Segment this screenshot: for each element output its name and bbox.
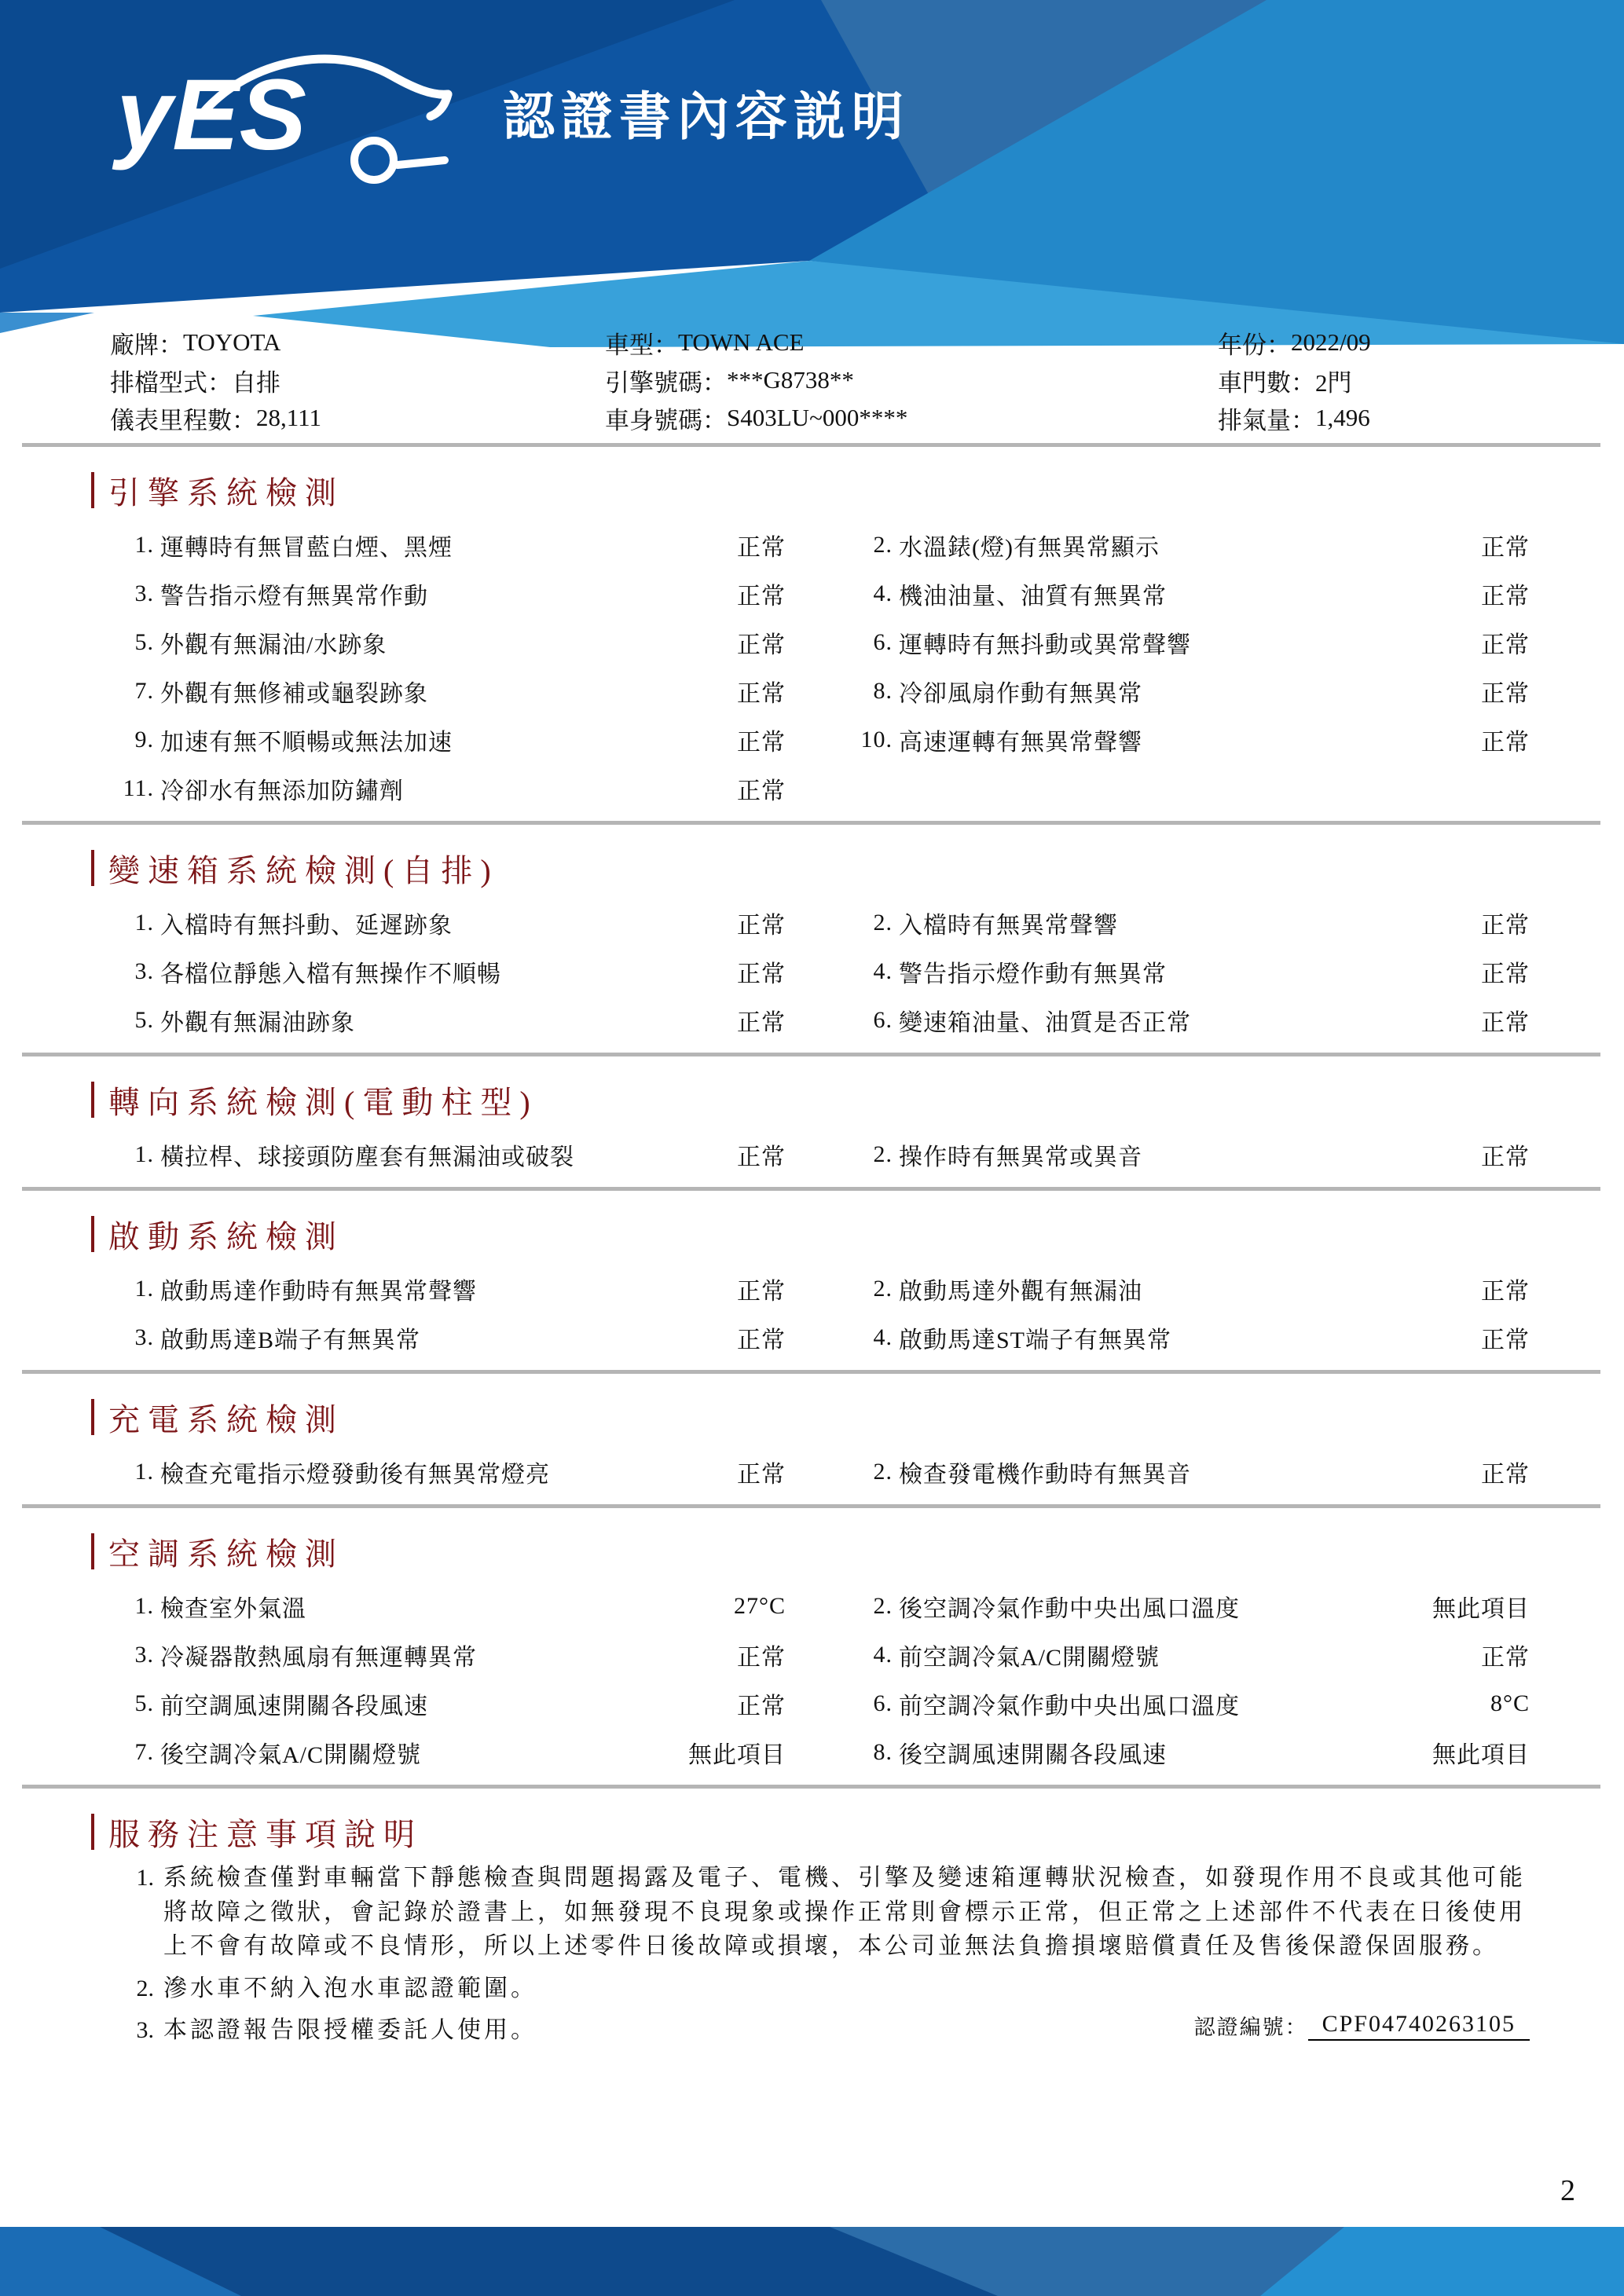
item-value: 正常: [1481, 681, 1530, 707]
inspection-item: [110, 1582, 786, 1631]
item-value: 正常: [737, 1144, 786, 1170]
divider: [22, 1053, 1600, 1056]
inspection-item: [110, 1728, 786, 1777]
section-title-text: 服務注意事項說明: [108, 1816, 423, 1852]
section-title-text: 變速箱系統檢測(自排): [108, 852, 499, 888]
footer-background-graphic: [0, 2227, 1624, 2296]
item-number: 2.: [873, 1141, 893, 1167]
vehicle-info-col-1: [110, 324, 605, 437]
item-value: 正常: [737, 584, 786, 610]
item-label: 加速有無不順暢或無法加速: [160, 730, 453, 756]
inspection-item: [849, 716, 1530, 764]
inspection-item: [849, 667, 1530, 716]
page-title: 認證書內容説明: [502, 87, 910, 145]
service-note: [110, 1972, 1530, 2006]
section-air-conditioning: [110, 1530, 1530, 1789]
item-number: 3.: [134, 1324, 154, 1350]
item-number: 1.: [134, 1141, 154, 1167]
field-label: 年份：: [1218, 331, 1291, 359]
item-value: 27°C: [733, 1593, 786, 1619]
inspection-items: [110, 1265, 1530, 1362]
item-value: 正常: [737, 961, 786, 987]
item-value: 正常: [1481, 584, 1530, 610]
field-label: 車身號碼：: [605, 406, 727, 434]
item-number: 3.: [134, 958, 154, 984]
item-value: 正常: [1481, 1010, 1530, 1036]
field-value: TOYOTA: [183, 328, 281, 356]
field-value: ***G8738**: [727, 366, 854, 394]
inspection-item: [849, 521, 1530, 569]
item-number: 2.: [873, 1593, 893, 1619]
item-number: 5.: [134, 1007, 154, 1033]
section-starting: [110, 1213, 1530, 1374]
item-number: 1.: [134, 532, 154, 558]
item-value: 正常: [737, 913, 786, 939]
item-label: 運轉時有無冒藍白煙、黑煙: [160, 535, 453, 561]
item-number: 10.: [860, 727, 893, 753]
item-label: 各檔位靜態入檔有無操作不順暢: [160, 961, 501, 987]
item-number: 7.: [134, 1739, 154, 1765]
item-label: 外觀有無漏油/水跡象: [160, 632, 387, 658]
item-label: 後空調冷氣A/C開關燈號: [160, 1742, 422, 1768]
inspection-item: [849, 569, 1530, 618]
item-label: 冷卻風扇作動有無異常: [899, 681, 1142, 707]
section-title-text: 啟動系統檢測: [108, 1218, 344, 1254]
item-number: 4.: [873, 958, 893, 984]
item-number: 6.: [873, 629, 893, 655]
divider: [22, 1504, 1600, 1508]
item-label: 警告指示燈有無異常作動: [160, 584, 428, 610]
item-number: 1.: [134, 1459, 154, 1485]
item-label: 啟動馬達B端子有無異常: [160, 1327, 421, 1353]
section-title-text: 空調系統檢測: [108, 1536, 344, 1572]
item-value: 正常: [1481, 535, 1530, 561]
item-number: 3.: [134, 1642, 154, 1668]
item-value: 正常: [1481, 632, 1530, 658]
inspection-item: [110, 996, 786, 1045]
inspection-item: [110, 716, 786, 764]
inspection-item: [110, 618, 786, 667]
divider: [22, 1370, 1600, 1374]
item-label: 前空調冷氣作動中央出風口溫度: [899, 1694, 1240, 1719]
item-label: 前空調冷氣A/C開關燈號: [899, 1645, 1160, 1671]
page-number: 2: [1560, 2174, 1575, 2207]
item-label: 變速箱油量、油質是否正常: [899, 1010, 1191, 1036]
item-number: 2.: [873, 532, 893, 558]
item-number: 5.: [134, 629, 154, 655]
field-label: 引擎號碼：: [605, 368, 727, 397]
inspection-item: [849, 1582, 1530, 1631]
field-value: 1,496: [1315, 404, 1370, 431]
section-title-bar: [91, 1082, 94, 1118]
section-steering: [110, 1078, 1530, 1191]
item-label: 啟動馬達作動時有無異常聲響: [160, 1279, 477, 1305]
inspection-item: [849, 618, 1530, 667]
item-number: 6.: [873, 1007, 893, 1033]
item-number: 5.: [134, 1690, 154, 1716]
item-label: 高速運轉有無異常聲響: [899, 730, 1142, 756]
item-value: 正常: [1481, 1462, 1530, 1488]
item-label: 機油油量、油質有無異常: [899, 584, 1167, 610]
vehicle-info-row: [605, 361, 1218, 399]
section-title-bar: [91, 1216, 94, 1252]
vehicle-info-row: [605, 324, 1218, 361]
inspection-items: [110, 1448, 1530, 1496]
item-number: 7.: [134, 678, 154, 704]
item-label: 警告指示燈作動有無異常: [899, 961, 1167, 987]
section-charging: [110, 1396, 1530, 1508]
item-value: 正常: [1481, 1645, 1530, 1671]
vehicle-info-row: [1218, 324, 1530, 361]
section-title: [91, 1213, 1530, 1255]
item-value: 正常: [737, 681, 786, 707]
item-number: 2.: [873, 910, 893, 936]
header-content: [116, 57, 910, 174]
item-value: 正常: [1481, 730, 1530, 756]
item-value: 正常: [737, 730, 786, 756]
note-number: 1.: [136, 1865, 154, 1891]
section-title-text: 充電系統檢測: [108, 1401, 344, 1437]
inspection-item: [110, 1679, 786, 1728]
section-title: [91, 1530, 1530, 1573]
inspection-items: [110, 899, 1530, 1045]
section-title: [91, 469, 1530, 511]
inspection-items: [110, 1130, 1530, 1179]
inspection-item: [110, 947, 786, 996]
item-number: 8.: [873, 1739, 893, 1765]
inspection-item: [110, 569, 786, 618]
field-value: 2022/09: [1291, 328, 1371, 356]
item-value: 正常: [737, 778, 786, 804]
item-label: 入檔時有無異常聲響: [899, 913, 1118, 939]
item-value: 正常: [1481, 913, 1530, 939]
car-outline-icon: [195, 41, 454, 198]
field-label: 儀表里程數：: [110, 406, 256, 434]
inspection-item: [849, 1313, 1530, 1362]
yes-logo: [116, 57, 306, 174]
section-title-bar: [91, 1533, 94, 1569]
item-number: 4.: [873, 1642, 893, 1668]
inspection-item: [849, 1265, 1530, 1313]
item-number: 1.: [134, 1593, 154, 1619]
inspection-item: [110, 1631, 786, 1679]
section-title-text: 引擎系統檢測: [108, 474, 344, 511]
field-value: S403LU~000****: [727, 404, 908, 431]
section-title-bar: [91, 1399, 94, 1435]
item-value: 正常: [1481, 1327, 1530, 1353]
item-value: 無此項目: [1432, 1742, 1530, 1768]
divider: [22, 1187, 1600, 1191]
vehicle-info-col-2: [605, 324, 1218, 437]
item-label: 水溫錶(燈)有無異常顯示: [899, 535, 1160, 561]
section-service-notes: [110, 1811, 1530, 2041]
section-title: [91, 1811, 1530, 1853]
item-label: 入檔時有無抖動、延遲跡象: [160, 913, 453, 939]
inspection-item: [849, 1631, 1530, 1679]
inspection-item: [849, 1130, 1530, 1179]
item-value: 8°C: [1490, 1690, 1530, 1716]
inspection-item: [849, 1679, 1530, 1728]
section-title: [91, 1396, 1530, 1438]
document-body: [0, 324, 1624, 2041]
inspection-item: [849, 899, 1530, 947]
field-value: TOWN ACE: [678, 328, 805, 356]
item-label: 檢查發電機作動時有無異音: [899, 1462, 1191, 1488]
vehicle-info-row: [1218, 361, 1530, 399]
divider: [22, 821, 1600, 825]
item-label: 檢查室外氣溫: [160, 1596, 306, 1622]
field-label: 車門數：: [1218, 368, 1315, 397]
item-label: 冷凝器散熱風扇有無運轉異常: [160, 1645, 477, 1671]
item-label: 啟動馬達外觀有無漏油: [899, 1279, 1142, 1305]
item-value: 正常: [737, 1462, 786, 1488]
item-value: 正常: [737, 632, 786, 658]
inspection-item: [110, 521, 786, 569]
page-header: [0, 0, 1624, 369]
item-value: 正常: [737, 1327, 786, 1353]
field-value: 自排: [232, 368, 280, 397]
vehicle-info-col-3: [1218, 324, 1530, 437]
field-label: 排檔型式：: [110, 368, 232, 397]
field-label: 廠牌：: [110, 331, 183, 359]
inspection-item: [110, 667, 786, 716]
item-label: 啟動馬達ST端子有無異常: [899, 1327, 1172, 1353]
note-number: 2.: [136, 1975, 154, 2001]
note-text: 本認證報告限授權委託人使用。: [163, 2017, 537, 2043]
note-text: 滲水車不納入泡水車認證範圍。: [163, 1975, 537, 2001]
section-title-text: 轉向系統檢測(電動柱型): [108, 1084, 538, 1120]
item-label: 運轉時有無抖動或異常聲響: [899, 632, 1191, 658]
item-number: 4.: [873, 580, 893, 606]
item-number: 2.: [873, 1276, 893, 1302]
service-note: [110, 1861, 1530, 1964]
field-value: 28,111: [256, 404, 321, 431]
item-number: 1.: [134, 910, 154, 936]
divider: [22, 1785, 1600, 1789]
item-number: 4.: [873, 1324, 893, 1350]
item-value: 正常: [737, 1645, 786, 1671]
item-number: 1.: [134, 1276, 154, 1302]
vehicle-info-row: [605, 399, 1218, 437]
vehicle-info-row: [110, 361, 605, 399]
inspection-item: [110, 1130, 786, 1179]
item-label: 外觀有無修補或龜裂跡象: [160, 681, 428, 707]
inspection-item: [110, 764, 786, 813]
section-title-bar: [91, 1814, 94, 1850]
inspection-item: [110, 1313, 786, 1362]
field-label: 車型：: [605, 331, 678, 359]
vehicle-info-row: [1218, 399, 1530, 437]
item-number: 9.: [134, 727, 154, 753]
item-number: 8.: [873, 678, 893, 704]
section-title-bar: [91, 472, 94, 508]
inspection-items: [110, 521, 1530, 813]
vehicle-info-row: [110, 324, 605, 361]
section-transmission: [110, 847, 1530, 1056]
section-title: [91, 847, 1530, 889]
item-number: 2.: [873, 1459, 893, 1485]
yes-logo-text: yES: [116, 59, 306, 171]
item-value: 無此項目: [1432, 1596, 1530, 1622]
divider: [22, 443, 1600, 447]
inspection-item: [849, 1728, 1530, 1777]
item-label: 冷卻水有無添加防鏽劑: [160, 778, 404, 804]
item-number: 6.: [873, 1690, 893, 1716]
inspection-item: [849, 1448, 1530, 1496]
inspection-item: [110, 1448, 786, 1496]
inspection-items: [110, 1582, 1530, 1777]
item-label: 操作時有無異常或異音: [899, 1144, 1142, 1170]
item-value: 正常: [737, 1279, 786, 1305]
item-label: 橫拉桿、球接頭防塵套有無漏油或破裂: [160, 1144, 574, 1170]
inspection-item: [849, 996, 1530, 1045]
item-value: 正常: [737, 1010, 786, 1036]
item-number: 3.: [134, 580, 154, 606]
item-value: 正常: [737, 535, 786, 561]
inspection-item: [110, 1265, 786, 1313]
note-text: 系統檢查僅對車輛當下靜態檢查與問題揭露及電子、電機、引擎及變速箱運轉狀況檢查，如發現作用不良或其他可能將故障之徵狀，會記錄於證書上，如無發現不良現象或操作正常則會標示正常，但正常之上述部件不代表在日後使用上不會有故障或不良情形，所以上述零件日後故障或損壞，本公司並無法負擔損壞賠償責任及售後保證保固服務。: [163, 1865, 1526, 1959]
vehicle-info: [110, 324, 1530, 437]
item-value: 正常: [1481, 961, 1530, 987]
note-number: 3.: [136, 2017, 154, 2043]
item-number: 11.: [123, 775, 154, 801]
vehicle-info-row: [110, 399, 605, 437]
section-engine: [110, 469, 1530, 825]
inspection-item: [110, 899, 786, 947]
field-label: 排氣量：: [1218, 406, 1315, 434]
item-label: 前空調風速開關各段風速: [160, 1694, 428, 1719]
section-title: [91, 1078, 1530, 1121]
item-label: 後空調風速開關各段風速: [899, 1742, 1167, 1768]
section-title-bar: [91, 850, 94, 886]
certificate-number-value: CPF04740263105: [1308, 2011, 1530, 2041]
item-label: 外觀有無漏油跡象: [160, 1010, 355, 1036]
inspection-item: [849, 947, 1530, 996]
field-value: 2門: [1315, 368, 1352, 397]
certificate-number-label: 認證編號：: [1193, 2015, 1308, 2039]
item-label: 檢查充電指示燈發動後有無異常燈亮: [160, 1462, 550, 1488]
item-value: 正常: [1481, 1144, 1530, 1170]
item-label: 後空調冷氣作動中央出風口溫度: [899, 1596, 1240, 1622]
item-value: 正常: [737, 1694, 786, 1719]
item-value: 正常: [1481, 1279, 1530, 1305]
item-value: 無此項目: [688, 1742, 786, 1768]
